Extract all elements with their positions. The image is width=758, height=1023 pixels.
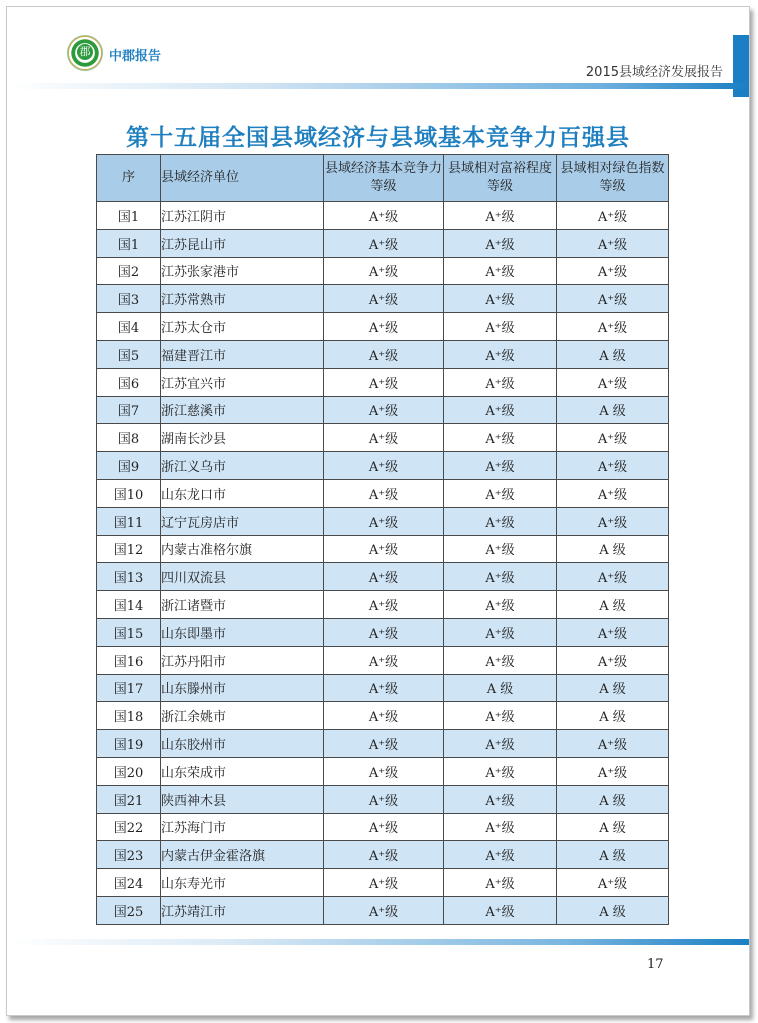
cell-green: A⁺级 xyxy=(557,646,669,674)
header-competitiveness: 县域经济基本竞争力等级 xyxy=(324,155,444,202)
cell-unit: 江苏常熟市 xyxy=(161,285,324,313)
cell-unit: 江苏靖江市 xyxy=(161,896,324,924)
table-row xyxy=(97,479,669,507)
cell-seq: 国4 xyxy=(97,313,161,341)
table-row xyxy=(97,313,669,341)
cell-seq: 国7 xyxy=(97,396,161,424)
cell-green: A 级 xyxy=(557,813,669,841)
cell-green: A 级 xyxy=(557,702,669,730)
cell-unit: 浙江余姚市 xyxy=(161,702,324,730)
table-row xyxy=(97,229,669,257)
cell-unit: 内蒙古伊金霍洛旗 xyxy=(161,841,324,869)
table-row xyxy=(97,396,669,424)
cell-wealth: A⁺级 xyxy=(444,841,557,869)
cell-wealth: A⁺级 xyxy=(444,535,557,563)
cell-wealth: A 级 xyxy=(444,674,557,702)
cell-competitiveness: A⁺级 xyxy=(324,424,444,452)
cell-green: A 级 xyxy=(557,841,669,869)
cell-seq: 国9 xyxy=(97,452,161,480)
cell-unit: 山东滕州市 xyxy=(161,674,324,702)
cell-competitiveness: A⁺级 xyxy=(324,841,444,869)
table-row xyxy=(97,368,669,396)
cell-unit: 陕西神木县 xyxy=(161,785,324,813)
cell-seq: 国16 xyxy=(97,646,161,674)
cell-unit: 山东荣成市 xyxy=(161,757,324,785)
cell-seq: 国11 xyxy=(97,507,161,535)
cell-competitiveness: A⁺级 xyxy=(324,368,444,396)
cell-green: A⁺级 xyxy=(557,313,669,341)
cell-seq: 国18 xyxy=(97,702,161,730)
cell-wealth: A⁺级 xyxy=(444,229,557,257)
cell-wealth: A⁺级 xyxy=(444,452,557,480)
cell-competitiveness: A⁺级 xyxy=(324,618,444,646)
cell-unit: 山东龙口市 xyxy=(161,479,324,507)
cell-competitiveness: A⁺级 xyxy=(324,730,444,758)
cell-unit: 江苏张家港市 xyxy=(161,257,324,285)
table-row xyxy=(97,285,669,313)
cell-unit: 江苏海门市 xyxy=(161,813,324,841)
cell-green: A⁺级 xyxy=(557,618,669,646)
cell-wealth: A⁺级 xyxy=(444,757,557,785)
table-row xyxy=(97,424,669,452)
cell-unit: 山东胶州市 xyxy=(161,730,324,758)
table-row xyxy=(97,813,669,841)
cell-competitiveness: A⁺级 xyxy=(324,591,444,619)
footer-divider xyxy=(7,939,749,945)
cell-wealth: A⁺级 xyxy=(444,368,557,396)
table-row xyxy=(97,841,669,869)
cell-wealth: A⁺级 xyxy=(444,896,557,924)
cell-competitiveness: A⁺级 xyxy=(324,535,444,563)
cell-wealth: A⁺级 xyxy=(444,479,557,507)
cell-unit: 江苏宜兴市 xyxy=(161,368,324,396)
table-row xyxy=(97,340,669,368)
cell-seq: 国20 xyxy=(97,757,161,785)
cell-competitiveness: A⁺级 xyxy=(324,452,444,480)
cell-wealth: A⁺级 xyxy=(444,313,557,341)
cell-seq: 国8 xyxy=(97,424,161,452)
cell-green: A⁺级 xyxy=(557,424,669,452)
report-title: 2015县域经济发展报告 xyxy=(585,65,723,80)
table-header-row xyxy=(97,155,669,202)
cell-seq: 国5 xyxy=(97,340,161,368)
table-row xyxy=(97,202,669,230)
table-row xyxy=(97,563,669,591)
cell-unit: 江苏太仓市 xyxy=(161,313,324,341)
cell-green: A⁺级 xyxy=(557,757,669,785)
cell-wealth: A⁺级 xyxy=(444,340,557,368)
cell-seq: 国24 xyxy=(97,869,161,897)
cell-seq: 国23 xyxy=(97,841,161,869)
header-divider xyxy=(7,83,749,89)
table-row xyxy=(97,785,669,813)
cell-wealth: A⁺级 xyxy=(444,869,557,897)
cell-competitiveness: A⁺级 xyxy=(324,202,444,230)
cell-unit: 湖南长沙县 xyxy=(161,424,324,452)
page-number: 17 xyxy=(647,957,664,972)
cell-wealth: A⁺级 xyxy=(444,257,557,285)
cell-unit: 浙江诸暨市 xyxy=(161,591,324,619)
cell-wealth: A⁺级 xyxy=(444,730,557,758)
cell-competitiveness: A⁺级 xyxy=(324,785,444,813)
cell-wealth: A⁺级 xyxy=(444,646,557,674)
cell-green: A 级 xyxy=(557,396,669,424)
header-seq: 序 xyxy=(97,155,161,202)
cell-unit: 辽宁瓦房店市 xyxy=(161,507,324,535)
cell-seq: 国22 xyxy=(97,813,161,841)
brand-logo-icon xyxy=(67,35,103,71)
cell-seq: 国14 xyxy=(97,591,161,619)
cell-competitiveness: A⁺级 xyxy=(324,674,444,702)
cell-competitiveness: A⁺级 xyxy=(324,285,444,313)
cell-unit: 四川双流县 xyxy=(161,563,324,591)
cell-green: A⁺级 xyxy=(557,229,669,257)
cell-wealth: A⁺级 xyxy=(444,702,557,730)
cell-unit: 山东寿光市 xyxy=(161,869,324,897)
cell-wealth: A⁺级 xyxy=(444,396,557,424)
cell-seq: 国3 xyxy=(97,285,161,313)
cell-unit: 浙江义乌市 xyxy=(161,452,324,480)
cell-wealth: A⁺级 xyxy=(444,563,557,591)
cell-green: A 级 xyxy=(557,674,669,702)
table-body xyxy=(97,202,669,925)
cell-seq: 国21 xyxy=(97,785,161,813)
cell-wealth: A⁺级 xyxy=(444,424,557,452)
cell-green: A⁺级 xyxy=(557,563,669,591)
cell-competitiveness: A⁺级 xyxy=(324,563,444,591)
cell-competitiveness: A⁺级 xyxy=(324,757,444,785)
report-page xyxy=(6,6,750,1016)
header-wealth: 县域相对富裕程度等级 xyxy=(444,155,557,202)
cell-seq: 国15 xyxy=(97,618,161,646)
brand-name: 中郡报告 xyxy=(109,49,162,64)
ranking-table xyxy=(96,154,669,925)
cell-green: A⁺级 xyxy=(557,452,669,480)
cell-competitiveness: A⁺级 xyxy=(324,257,444,285)
table-row xyxy=(97,535,669,563)
cell-wealth: A⁺级 xyxy=(444,285,557,313)
header-unit: 县域经济单位 xyxy=(161,155,324,202)
cell-unit: 福建晋江市 xyxy=(161,340,324,368)
cell-green: A⁺级 xyxy=(557,479,669,507)
cell-seq: 国10 xyxy=(97,479,161,507)
cell-green: A 级 xyxy=(557,896,669,924)
cell-green: A⁺级 xyxy=(557,368,669,396)
cell-seq: 国19 xyxy=(97,730,161,758)
cell-wealth: A⁺级 xyxy=(444,785,557,813)
cell-wealth: A⁺级 xyxy=(444,507,557,535)
cell-green: A 级 xyxy=(557,340,669,368)
cell-green: A⁺级 xyxy=(557,730,669,758)
cell-unit: 江苏丹阳市 xyxy=(161,646,324,674)
cell-wealth: A⁺级 xyxy=(444,591,557,619)
header-green: 县域相对绿色指数等级 xyxy=(557,155,669,202)
cell-seq: 国25 xyxy=(97,896,161,924)
cell-green: A⁺级 xyxy=(557,202,669,230)
cell-seq: 国17 xyxy=(97,674,161,702)
cell-unit: 浙江慈溪市 xyxy=(161,396,324,424)
table-row xyxy=(97,591,669,619)
table-row xyxy=(97,869,669,897)
table-row xyxy=(97,618,669,646)
table-row xyxy=(97,646,669,674)
table-row xyxy=(97,674,669,702)
cell-green: A⁺级 xyxy=(557,507,669,535)
table-row xyxy=(97,757,669,785)
cell-green: A 级 xyxy=(557,785,669,813)
cell-unit: 内蒙古准格尔旗 xyxy=(161,535,324,563)
cell-competitiveness: A⁺级 xyxy=(324,479,444,507)
cell-unit: 江苏江阴市 xyxy=(161,202,324,230)
cell-competitiveness: A⁺级 xyxy=(324,813,444,841)
cell-green: A 级 xyxy=(557,535,669,563)
cell-competitiveness: A⁺级 xyxy=(324,896,444,924)
cell-seq: 国2 xyxy=(97,257,161,285)
table-row xyxy=(97,896,669,924)
table-row xyxy=(97,730,669,758)
cell-competitiveness: A⁺级 xyxy=(324,396,444,424)
table-row xyxy=(97,257,669,285)
page-title: 第十五届全国县域经济与县域基本竞争力百强县 xyxy=(126,125,630,151)
cell-seq: 国1 xyxy=(97,229,161,257)
cell-seq: 国13 xyxy=(97,563,161,591)
cell-green: A⁺级 xyxy=(557,285,669,313)
table-row xyxy=(97,452,669,480)
cell-green: A 级 xyxy=(557,591,669,619)
cell-competitiveness: A⁺级 xyxy=(324,646,444,674)
cell-competitiveness: A⁺级 xyxy=(324,229,444,257)
cell-wealth: A⁺级 xyxy=(444,813,557,841)
logo-mark: 郡 xyxy=(77,44,93,60)
cell-competitiveness: A⁺级 xyxy=(324,313,444,341)
cell-competitiveness: A⁺级 xyxy=(324,507,444,535)
cell-competitiveness: A⁺级 xyxy=(324,340,444,368)
cell-green: A⁺级 xyxy=(557,257,669,285)
table-row xyxy=(97,507,669,535)
cell-seq: 国12 xyxy=(97,535,161,563)
cell-unit: 江苏昆山市 xyxy=(161,229,324,257)
cell-unit: 山东即墨市 xyxy=(161,618,324,646)
cell-competitiveness: A⁺级 xyxy=(324,869,444,897)
table-row xyxy=(97,702,669,730)
cell-wealth: A⁺级 xyxy=(444,202,557,230)
cell-competitiveness: A⁺级 xyxy=(324,702,444,730)
cell-seq: 国6 xyxy=(97,368,161,396)
cell-seq: 国1 xyxy=(97,202,161,230)
cell-green: A⁺级 xyxy=(557,869,669,897)
cell-wealth: A⁺级 xyxy=(444,618,557,646)
